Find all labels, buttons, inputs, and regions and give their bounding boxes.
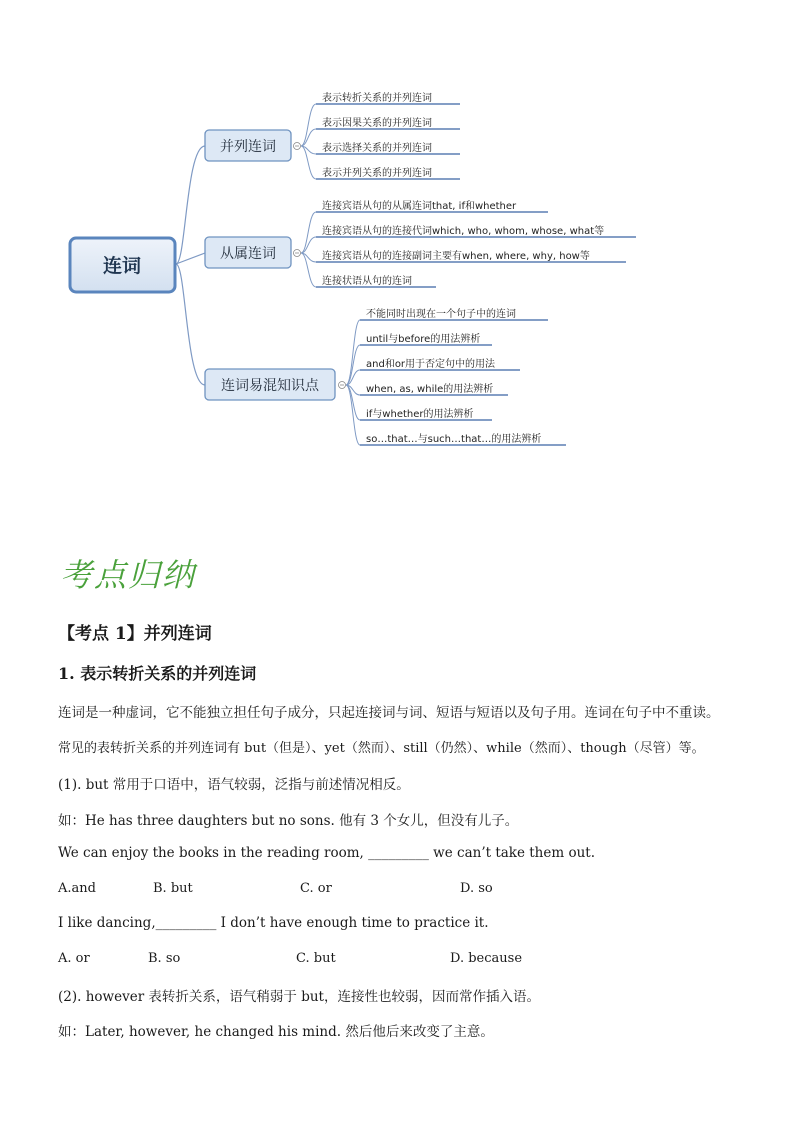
root-label: 连词 [102, 255, 142, 277]
branch-node-subordinating [205, 237, 291, 268]
svg-text:表示转折关系的并列连词: 表示转折关系的并列连词 [322, 93, 432, 104]
option-a: A. or [58, 951, 90, 966]
paragraph-but-usage: (1). but 常用于口语中，语气较弱，泛指与前述情况相反。 [58, 777, 410, 793]
branch-label: 连词易混知识点 [221, 378, 319, 394]
paragraph-definition: 连词是一种虚词，它不能独立担任句子成分，只起连接词与词、短语与短语以及句子用。连词在句子中不重读。 [58, 705, 720, 721]
section-heading: 考点归纳 [60, 556, 197, 594]
branch-node-confusables [205, 369, 335, 400]
root-node [70, 238, 175, 292]
option-d: D. because [450, 951, 523, 966]
svg-text:连接宾语从句的从属连词that, if和whether: 连接宾语从句的从属连词that, if和whether [322, 201, 517, 212]
leaf-item [316, 91, 460, 104]
question-2-options [58, 951, 758, 971]
point-title: 【考点 1】并列连词 [58, 624, 212, 644]
leaf-item [360, 432, 566, 445]
svg-text:and和or用于否定句中的用法: and和or用于否定句中的用法 [366, 359, 496, 370]
leaf-item [316, 249, 626, 262]
paragraph-however-usage: (2). however 表转折关系，语气稍弱于 but，连接性也较弱，因而常作插入语。 [58, 989, 540, 1005]
leaf-item [360, 382, 508, 395]
branch-label: 并列连词 [220, 139, 276, 155]
question-1: We can enjoy the books in the reading room, _________ we can’t take them out. [58, 845, 596, 861]
svg-text:表示选择关系的并列连词: 表示选择关系的并列连词 [322, 143, 432, 154]
svg-text:when, as, while的用法辨析: when, as, while的用法辨析 [366, 384, 494, 395]
question-1-options [58, 881, 758, 901]
svg-text:if与whether的用法辨析: if与whether的用法辨析 [366, 409, 474, 420]
svg-text:表示因果关系的并列连词: 表示因果关系的并列连词 [322, 118, 432, 129]
sub-title: 1. 表示转折关系的并列连词 [58, 664, 257, 683]
svg-text:表示并列关系的并列连词: 表示并列关系的并列连词 [322, 168, 432, 179]
svg-text:连接宾语从句的连接副词主要有when, where, why: 连接宾语从句的连接副词主要有when, where, why, how等 [322, 251, 590, 262]
question-2: I like dancing,_________ I don’t have enough time to practice it. [58, 915, 489, 931]
leaf-item [316, 199, 548, 212]
option-b: B. so [148, 951, 181, 966]
leaf-item [316, 224, 636, 237]
example-sentence: 如：He has three daughters but no sons. 他有 3 个女儿，但没有儿子。 [58, 813, 519, 829]
option-b: B. but [153, 881, 193, 896]
leaf-item [316, 141, 460, 154]
leaf-item [360, 407, 492, 420]
leaf-item [360, 332, 492, 345]
leaf-item [316, 116, 460, 129]
example-sentence-2: 如：Later, however, he changed his mind. 然后他后来改变了主意。 [58, 1024, 494, 1040]
svg-text:连接宾语从句的连接代词which, who, whom, w: 连接宾语从句的连接代词which, who, whom, whose, what等 [322, 226, 605, 237]
svg-text:so…that…与such…that…的用法辨析: so…that…与such…that…的用法辨析 [366, 434, 542, 445]
option-d: D. so [460, 881, 493, 896]
svg-text:不能同时出现在一个句子中的连词: 不能同时出现在一个句子中的连词 [366, 309, 516, 320]
option-c: C. or [300, 881, 332, 896]
branch-node-coordinating [205, 130, 291, 161]
option-c: C. but [296, 951, 336, 966]
svg-text:连接状语从句的连词: 连接状语从句的连词 [322, 276, 412, 287]
leaf-item [316, 166, 460, 179]
leaf-item [360, 357, 520, 370]
paragraph-common-conjunctions: 常见的表转折关系的并列连词有 but（但是）、yet（然而）、still（仍然）、while（然而）、though（尽管）等。 [58, 741, 705, 756]
mind-map [0, 0, 794, 470]
branch-label: 从属连词 [220, 246, 276, 262]
svg-text:until与before的用法辨析: until与before的用法辨析 [366, 334, 481, 345]
leaf-item [360, 307, 548, 320]
option-a: A.and [58, 881, 96, 896]
leaf-item [316, 274, 436, 287]
